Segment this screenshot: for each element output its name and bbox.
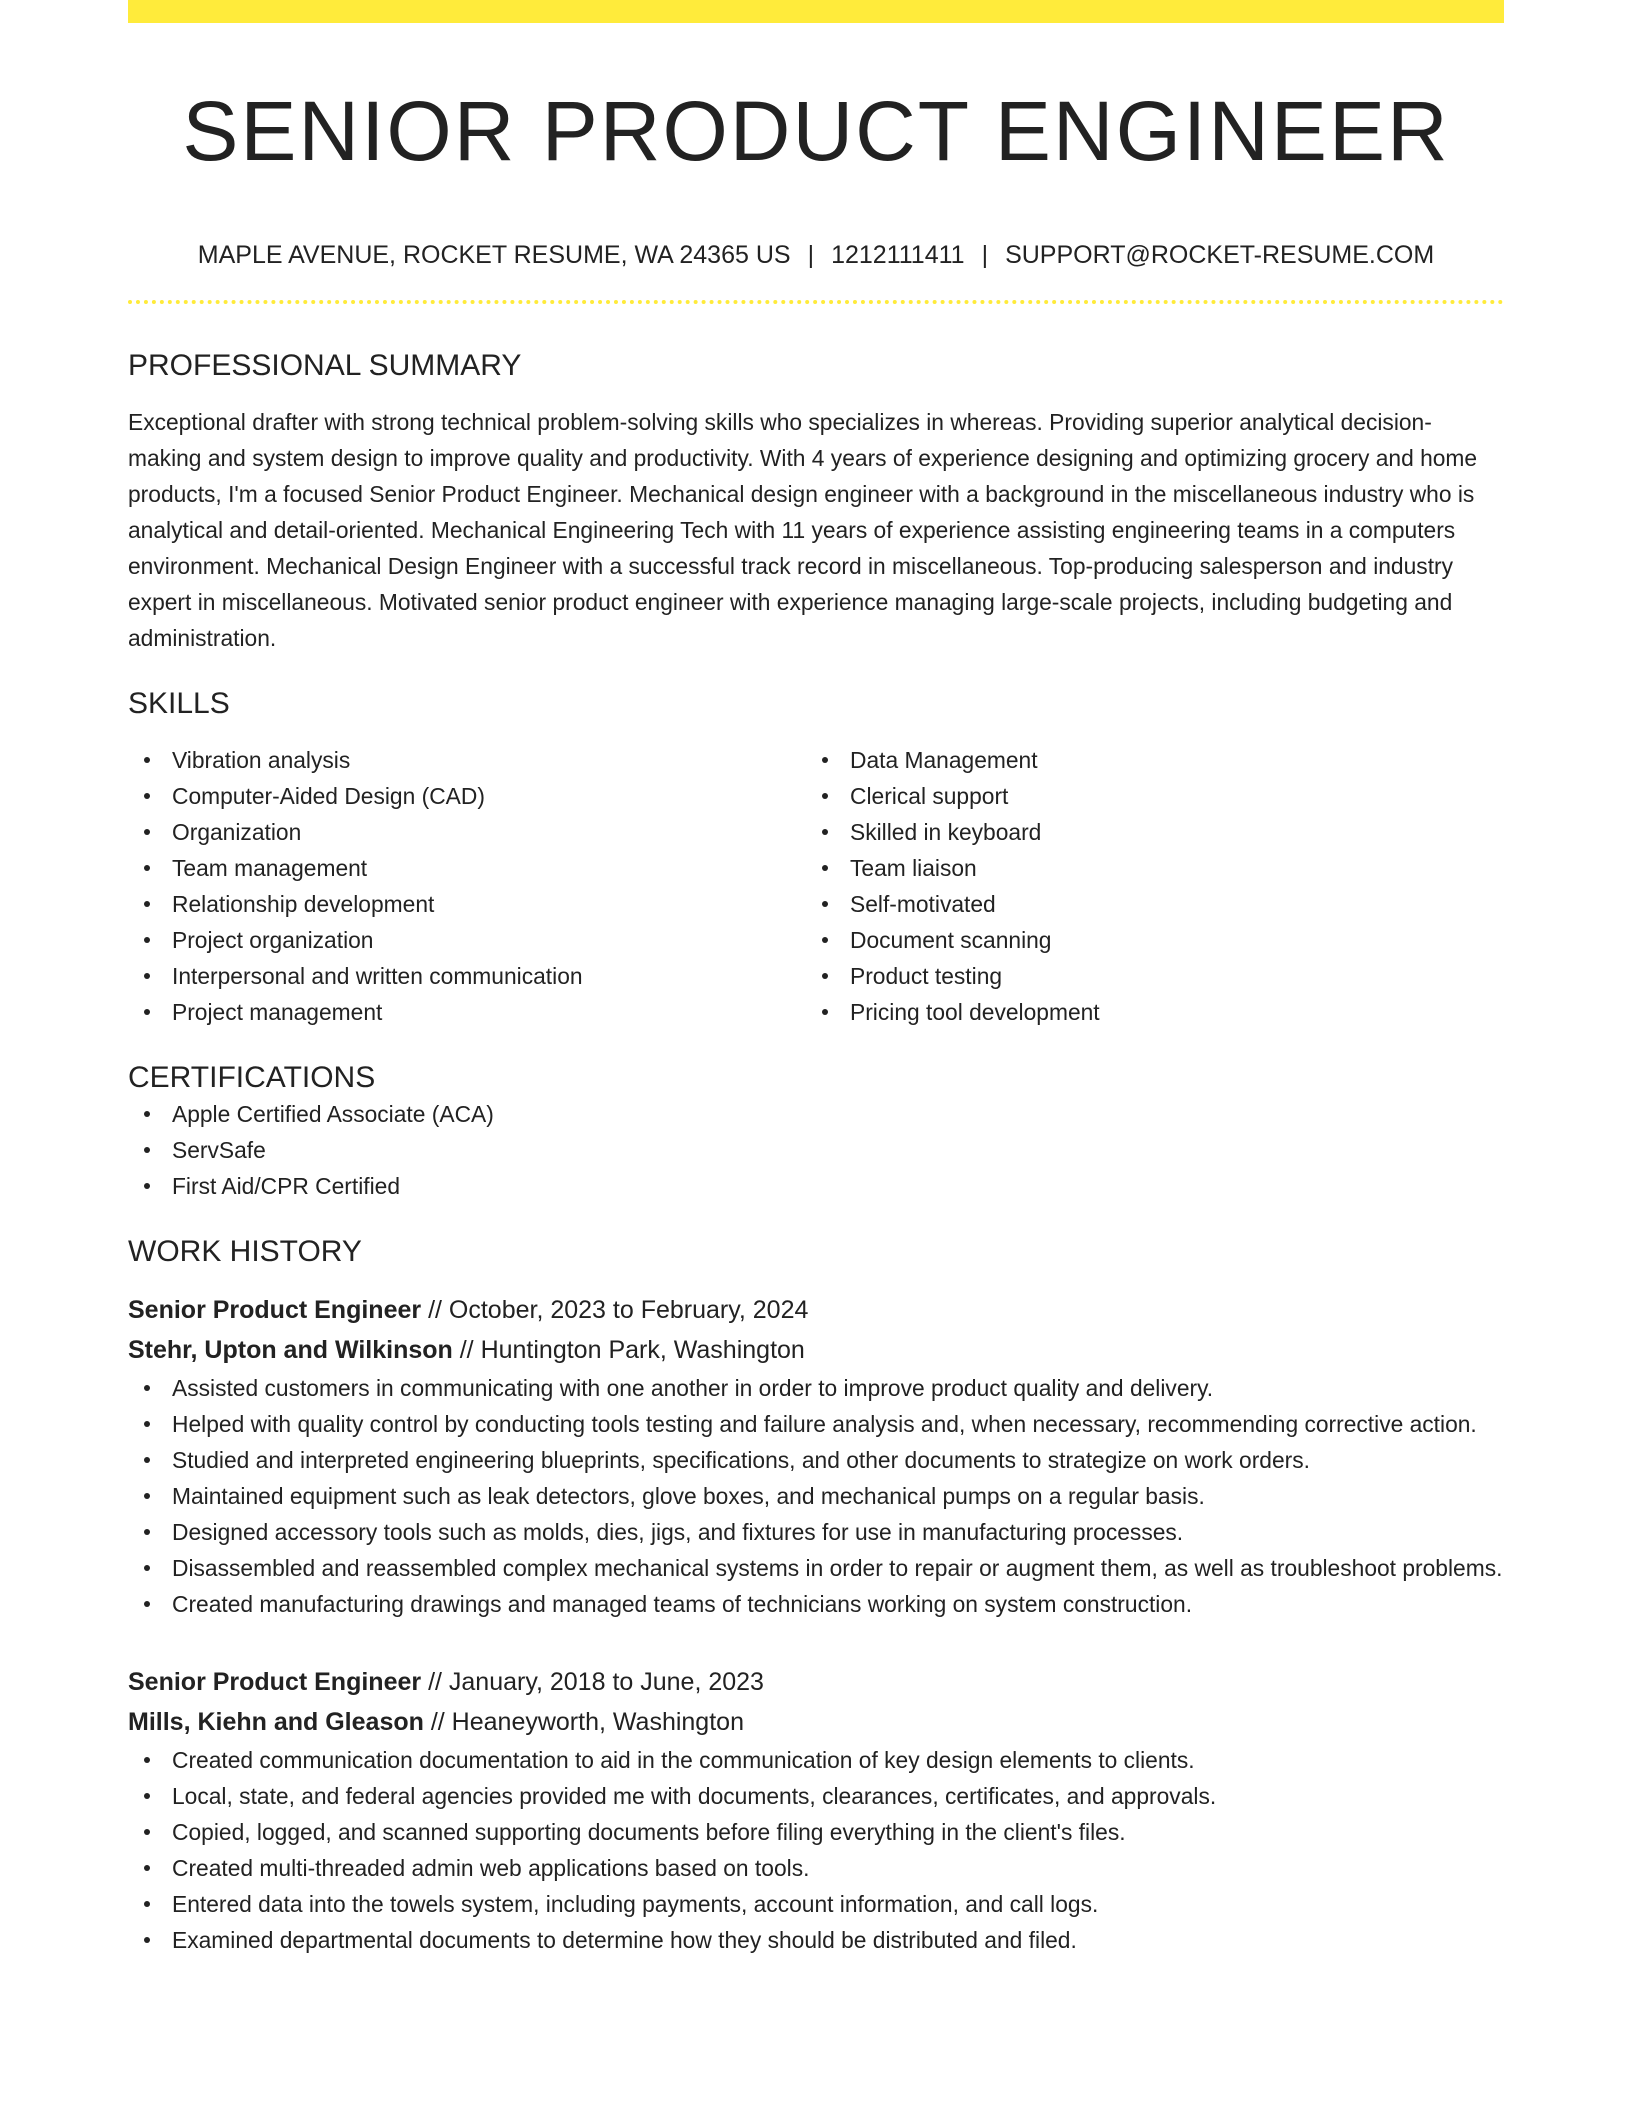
skill-item: Clerical support (806, 778, 1484, 814)
contact-email[interactable]: SUPPORT@ROCKET-RESUME.COM (1005, 241, 1435, 269)
contact-separator: | (807, 241, 815, 269)
job-location: // Heaneyworth, Washington (430, 1708, 744, 1736)
summary-section (128, 348, 1504, 656)
job-bullet: Studied and interpreted engineering blueprints, specifications, and other documents to strategize on work orders. (128, 1442, 1504, 1478)
job-company-line (128, 1702, 1504, 1742)
job-bullet: Assisted customers in communicating with one another in order to improve product quality and delivery. (128, 1370, 1504, 1406)
skills-list-left (128, 742, 806, 1030)
job-role-line (128, 1662, 1504, 1702)
job-dates: // October, 2023 to February, 2024 (428, 1296, 809, 1324)
skill-item: Organization (128, 814, 806, 850)
work-history-section (128, 1234, 1504, 1958)
job-bullet: Entered data into the towels system, including payments, account information, and call logs. (128, 1886, 1504, 1922)
summary-heading: PROFESSIONAL SUMMARY (128, 349, 522, 382)
skills-grid (128, 742, 1504, 1030)
certification-item: First Aid/CPR Certified (128, 1168, 1504, 1204)
job-role: Senior Product Engineer (128, 1668, 422, 1696)
resume-page (128, 0, 1504, 1958)
job-bullet: Disassembled and reassembled complex mechanical systems in order to repair or augment them, as well as troubleshoot problems. (128, 1550, 1504, 1586)
work-history-heading: WORK HISTORY (128, 1235, 362, 1268)
skill-item: Vibration analysis (128, 742, 806, 778)
job-bullet: Copied, logged, and scanned supporting documents before filing everything in the client's files. (128, 1814, 1504, 1850)
job-role: Senior Product Engineer (128, 1296, 422, 1324)
skill-item: Skilled in keyboard (806, 814, 1484, 850)
job-bullet: Created communication documentation to aid in the communication of key design elements to clients. (128, 1742, 1504, 1778)
job-company: Stehr, Upton and Wilkinson (128, 1336, 453, 1364)
accent-top-bar (128, 0, 1504, 23)
job-company: Mills, Kiehn and Gleason (128, 1708, 424, 1736)
skill-item: Interpersonal and written communication (128, 958, 806, 994)
skill-item: Team liaison (806, 850, 1484, 886)
skill-item: Document scanning (806, 922, 1484, 958)
job-bullet: Local, state, and federal agencies provided me with documents, clearances, certificates, and approvals. (128, 1778, 1504, 1814)
skills-section (128, 686, 1504, 1030)
job-entry (128, 1290, 1504, 1622)
contact-address: MAPLE AVENUE, ROCKET RESUME, WA 24365 US (197, 241, 791, 269)
skills-column-right (806, 742, 1484, 1030)
skill-item: Data Management (806, 742, 1484, 778)
job-role-line (128, 1290, 1504, 1330)
skill-item: Pricing tool development (806, 994, 1484, 1030)
skill-item: Computer-Aided Design (CAD) (128, 778, 806, 814)
job-bullet: Helped with quality control by conducting tools testing and failure analysis and, when necessary, recommending corrective action. (128, 1406, 1504, 1442)
job-bullet: Examined departmental documents to determine how they should be distributed and filed. (128, 1922, 1504, 1958)
contact-line (128, 240, 1504, 270)
job-bullet-list (128, 1742, 1504, 1958)
certification-item: ServSafe (128, 1132, 1504, 1168)
contact-separator: | (981, 241, 989, 269)
certification-item: Apple Certified Associate (ACA) (128, 1096, 1504, 1132)
job-company-line (128, 1330, 1504, 1370)
job-bullet-list (128, 1370, 1504, 1622)
certifications-section (128, 1060, 1504, 1204)
skill-item: Self-motivated (806, 886, 1484, 922)
job-entry (128, 1662, 1504, 1958)
resume-title: SENIOR PRODUCT ENGINEER (182, 84, 1450, 178)
summary-text: Exceptional drafter with strong technical problem-solving skills who specializes in whereas. Providing superior analytical decision-making and system design to improve quality and productivity. With 4 years of experience designing and optimizing grocery and home products, I'm a focused Senior Product Engineer. Mechanical design engineer with a background in the miscellaneous industry who is analytical and detail-oriented. Mechanical Engineering Tech with 11 years of experience assisting engineering teams in a computers environment. Mechanical Design Engineer with a successful track record in miscellaneous. Top-producing salesperson and industry expert in miscellaneous. Motivated senior product engineer with experience managing large-scale projects, including budgeting and administration. (128, 409, 1478, 651)
certifications-list (128, 1096, 1504, 1204)
skill-item: Project management (128, 994, 806, 1030)
contact-phone: 1212111411 (831, 241, 965, 269)
skill-item: Project organization (128, 922, 806, 958)
dotted-divider (128, 300, 1504, 304)
skills-column-left (128, 742, 806, 1030)
skill-item: Product testing (806, 958, 1484, 994)
skills-heading: SKILLS (128, 687, 230, 720)
job-bullet: Maintained equipment such as leak detectors, glove boxes, and mechanical pumps on a regular basis. (128, 1478, 1504, 1514)
job-location: // Huntington Park, Washington (459, 1336, 805, 1364)
job-dates: // January, 2018 to June, 2023 (428, 1668, 764, 1696)
job-bullet: Created multi-threaded admin web applications based on tools. (128, 1850, 1504, 1886)
skills-list-right (806, 742, 1484, 1030)
job-bullet: Designed accessory tools such as molds, dies, jigs, and fixtures for use in manufacturing processes. (128, 1514, 1504, 1550)
job-bullet: Created manufacturing drawings and managed teams of technicians working on system construction. (128, 1586, 1504, 1622)
skill-item: Relationship development (128, 886, 806, 922)
skill-item: Team management (128, 850, 806, 886)
certifications-heading: CERTIFICATIONS (128, 1061, 376, 1094)
